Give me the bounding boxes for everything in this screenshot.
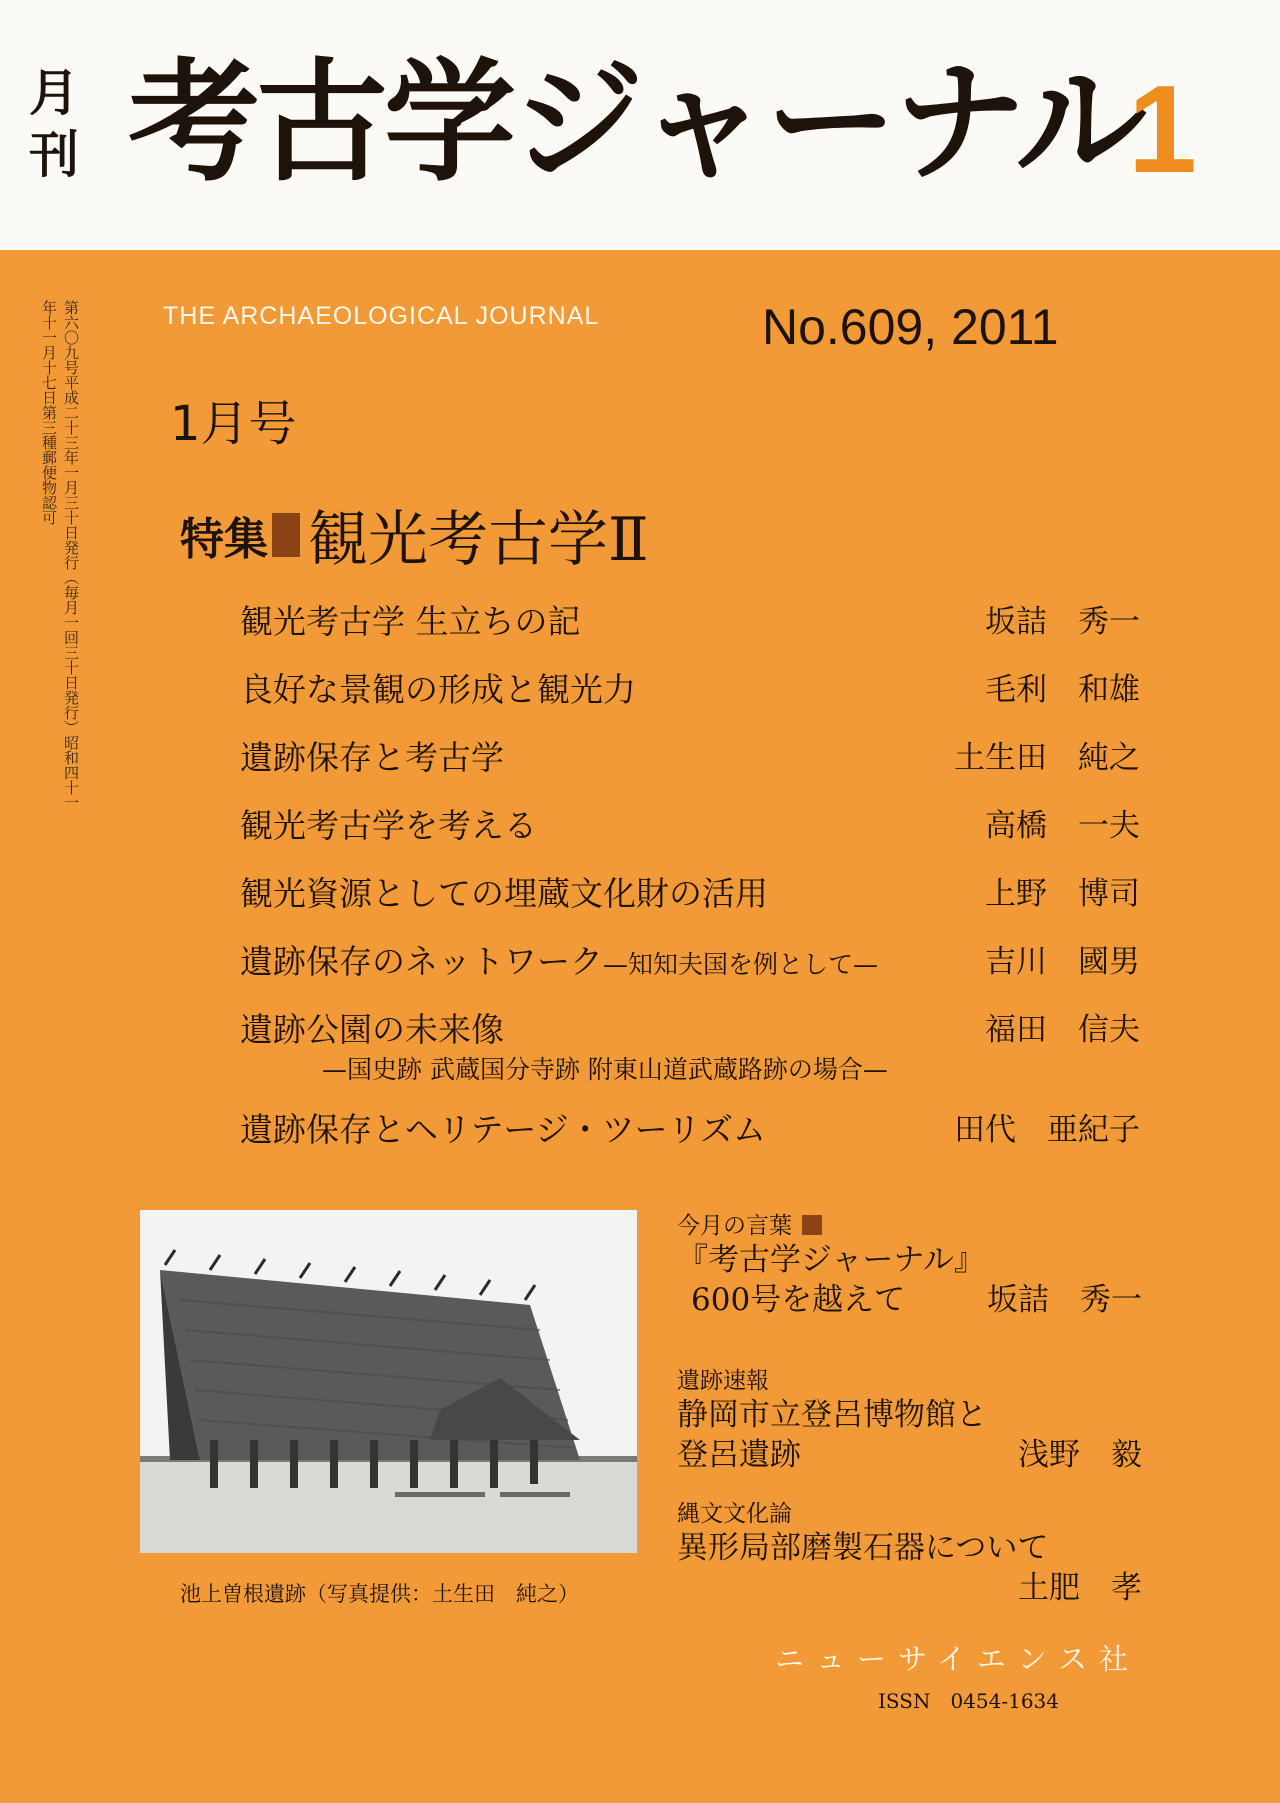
gekkan-bottom: 刊 bbox=[29, 126, 79, 184]
report-title-row bbox=[677, 1435, 1142, 1475]
jomon-label: 縄文文化論 bbox=[677, 1501, 792, 1527]
toc-title: 観光考古学 生立ちの記 bbox=[240, 602, 581, 641]
feature-heading bbox=[180, 492, 649, 575]
words-label: 今月の言葉 bbox=[677, 1213, 792, 1239]
cover-photo bbox=[140, 1210, 637, 1553]
toc-author: 吉川 國男 bbox=[985, 944, 1140, 980]
report-section bbox=[677, 1362, 1142, 1495]
jomon-title: 異形局部磨製石器について bbox=[677, 1530, 1049, 1566]
toc-subtitle: —国史跡 武蔵国分寺跡 附東山道武蔵路跡の場合— bbox=[322, 1055, 888, 1084]
toc-title: 遺跡保存のネットワーク bbox=[240, 942, 603, 981]
table-of-contents bbox=[240, 594, 1140, 1170]
photo-caption: 池上曽根遺跡（写真提供：土生田 純之） bbox=[180, 1582, 579, 1606]
jomon-section bbox=[677, 1495, 1142, 1625]
toc-item bbox=[240, 866, 1140, 934]
spine-publication-info: 第六〇九号平成二十三年一月三十日発行（毎月一回三十日発行）昭和四十一年十一月十七日第三種郵便物認可 bbox=[40, 300, 80, 810]
sidebar-contents bbox=[677, 1207, 1142, 1625]
gekkan-label bbox=[24, 62, 84, 186]
feature-label: 特集 bbox=[180, 514, 268, 565]
jomon-author-row bbox=[677, 1568, 1142, 1608]
toc-title: 良好な景観の形成と観光力 bbox=[240, 670, 636, 709]
issue-digit: 1 bbox=[1128, 61, 1197, 199]
words-section bbox=[677, 1207, 1142, 1362]
toc-subtitle: —知知夫国を例として— bbox=[603, 950, 879, 979]
toc-title: 観光考古学を考える bbox=[240, 806, 537, 845]
journal-title: 考古学ジャーナル bbox=[128, 46, 1143, 200]
toc-author: 高橋 一夫 bbox=[985, 808, 1140, 844]
report-title-line1: 静岡市立登呂博物館と bbox=[677, 1397, 987, 1433]
toc-author: 上野 博司 bbox=[985, 876, 1140, 912]
report-author: 浅野 毅 bbox=[1018, 1437, 1142, 1473]
words-title-row bbox=[677, 1280, 1142, 1320]
words-author: 坂詰 秀一 bbox=[987, 1282, 1142, 1318]
masthead bbox=[0, 0, 1280, 250]
toc-item bbox=[240, 730, 1140, 798]
toc-item bbox=[240, 662, 1140, 730]
feature-square-icon bbox=[272, 513, 300, 557]
toc-author: 毛利 和雄 bbox=[985, 672, 1140, 708]
toc-author: 坂詰 秀一 bbox=[985, 604, 1140, 640]
words-title-line2: 600号を越えて bbox=[691, 1282, 906, 1318]
jomon-author: 土肥 孝 bbox=[1018, 1570, 1142, 1606]
toc-item bbox=[240, 798, 1140, 866]
words-title-line1: 『考古学ジャーナル』 bbox=[677, 1242, 985, 1278]
toc-item bbox=[240, 594, 1140, 662]
toc-author: 土生田 純之 bbox=[954, 740, 1140, 776]
toc-author: 田代 亜紀子 bbox=[954, 1112, 1140, 1148]
monthly-issue: 1月号 bbox=[170, 396, 297, 452]
issue-number-year: No.609, 2011 bbox=[762, 299, 1059, 355]
gekkan-top: 月 bbox=[29, 64, 79, 122]
toc-title: 観光資源としての埋蔵文化財の活用 bbox=[240, 874, 768, 913]
report-label: 遺跡速報 bbox=[677, 1368, 769, 1394]
toc-title: 遺跡保存とヘリテージ・ツーリズム bbox=[240, 1110, 767, 1149]
issn-number: ISSN 0454-1634 bbox=[878, 1689, 1060, 1713]
publisher-name: ニューサイエンス社 bbox=[775, 1642, 1140, 1676]
toc-author: 福田 信夫 bbox=[985, 1012, 1140, 1048]
feature-title: 観光考古学Ⅱ bbox=[308, 505, 649, 575]
square-marker-icon bbox=[802, 1215, 822, 1235]
thatched-building-image bbox=[140, 1210, 637, 1553]
journal-english-title: THE ARCHAEOLOGICAL JOURNAL bbox=[163, 302, 600, 330]
toc-item bbox=[240, 934, 1140, 1002]
toc-item bbox=[240, 1102, 1140, 1170]
toc-title-group bbox=[240, 936, 878, 983]
toc-title: 遺跡保存と考古学 bbox=[240, 738, 504, 777]
toc-title: 遺跡公園の未来像 bbox=[240, 1010, 504, 1049]
words-label-group bbox=[677, 1207, 1142, 1240]
toc-item bbox=[240, 1002, 1140, 1102]
report-title-line2: 登呂遺跡 bbox=[677, 1437, 801, 1473]
